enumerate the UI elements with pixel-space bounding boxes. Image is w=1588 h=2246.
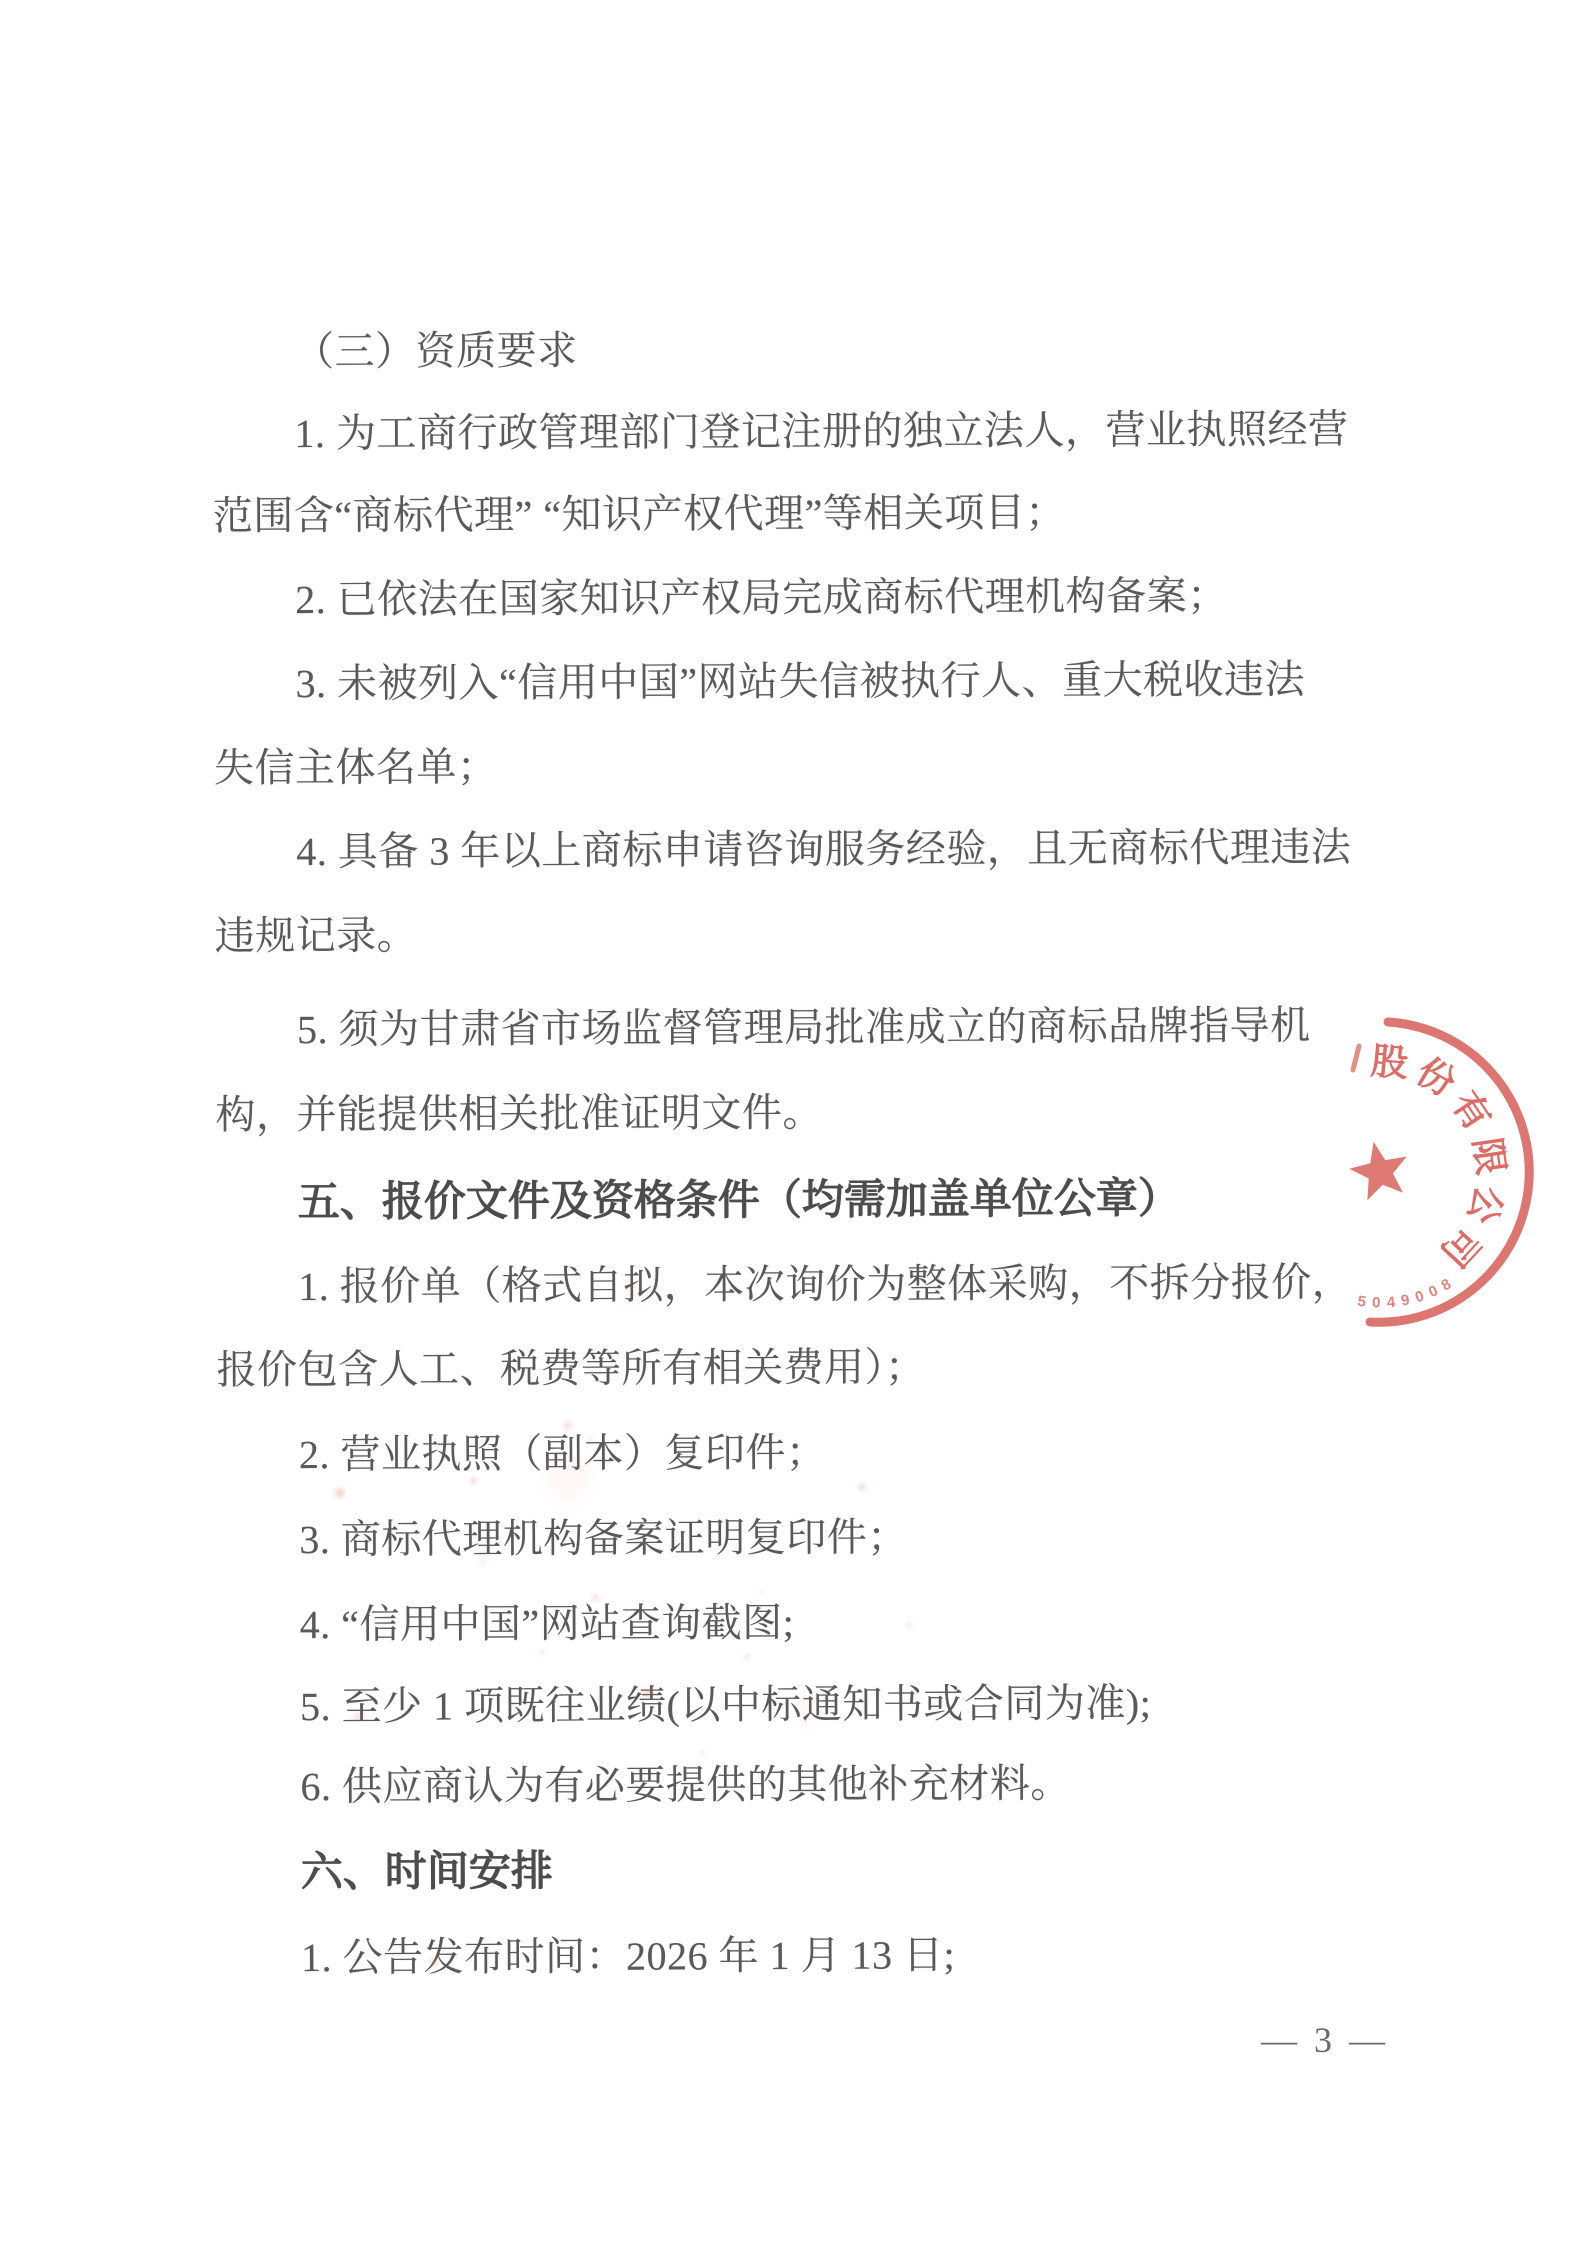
text-line-9: 5. 须为甘肃省市场监督管理局批准成立的商标品牌指导机	[296, 1002, 1311, 1053]
text-line-19: 六、时间安排	[300, 1847, 553, 1896]
text-line-6: 失信主体名单；	[213, 744, 498, 791]
text-line-8: 违规记录。	[214, 912, 418, 959]
svg-text:5: 5	[1356, 1292, 1368, 1311]
text-line-10: 构，并能提供相关批准证明文件。	[215, 1089, 824, 1138]
text-line-3: 范围含“商标代理” “知识产权代理”等相关项目；	[212, 489, 1066, 539]
seal-star-icon	[1349, 1142, 1407, 1201]
svg-text:限: 限	[1465, 1135, 1512, 1178]
text-line-1: （三）资质要求	[294, 327, 578, 375]
company-seal-stamp	[1170, 962, 1588, 1382]
text-line-7: 4. 具备 3 年以上商标申请咨询服务经验，且无商标代理违法	[296, 824, 1352, 875]
text-line-4: 2. 已依法在国家知识产权局完成商标代理机构备案；	[295, 573, 1228, 623]
text-line-16: 4. “信用中国”网站查询截图;	[299, 1600, 795, 1648]
svg-text:0: 0	[1426, 1282, 1441, 1302]
text-line-15: 3. 商标代理机构备案证明复印件；	[299, 1514, 908, 1563]
text-line-18: 6. 供应商认为有必要提供的其他补充材料。	[300, 1760, 1071, 1810]
svg-text:股: 股	[1369, 1040, 1410, 1085]
text-line-11: 五、报价文件及资格条件（均需加盖单位公章）	[297, 1174, 1180, 1226]
text-line-5: 3. 未被列入“信用中国”网站失信被执行人、重大税收违法	[295, 656, 1306, 707]
svg-text:4: 4	[1386, 1293, 1396, 1312]
text-line-17: 5. 至少 1 项既往业绩(以中标通知书或合同为准);	[299, 1680, 1152, 1730]
svg-text:8: 8	[1438, 1275, 1455, 1295]
text-line-12: 1. 报价单（格式自拟，本次询价为整体采购，不拆分报价，	[298, 1259, 1353, 1310]
svg-text:0: 0	[1371, 1294, 1381, 1312]
text-line-13: 报价包含人工、税费等所有相关费用）；	[216, 1344, 926, 1393]
svg-text:9: 9	[1399, 1291, 1412, 1310]
text-line-20: 1. 公告发布时间：2026 年 1 月 13 日;	[301, 1932, 956, 1981]
seal-partial-mark	[1353, 1046, 1359, 1070]
svg-text:有: 有	[1444, 1084, 1499, 1138]
svg-text:司: 司	[1432, 1219, 1489, 1275]
page-number: — 3 —	[1261, 2020, 1389, 2060]
svg-text:公: 公	[1459, 1181, 1511, 1229]
svg-text:份: 份	[1409, 1050, 1463, 1105]
text-line-2: 1. 为工商行政管理部门登记注册的独立法人，营业执照经营	[294, 406, 1349, 457]
svg-text:0: 0	[1413, 1287, 1427, 1307]
text-line-14: 2. 营业执照（副本）复印件；	[298, 1429, 827, 1478]
